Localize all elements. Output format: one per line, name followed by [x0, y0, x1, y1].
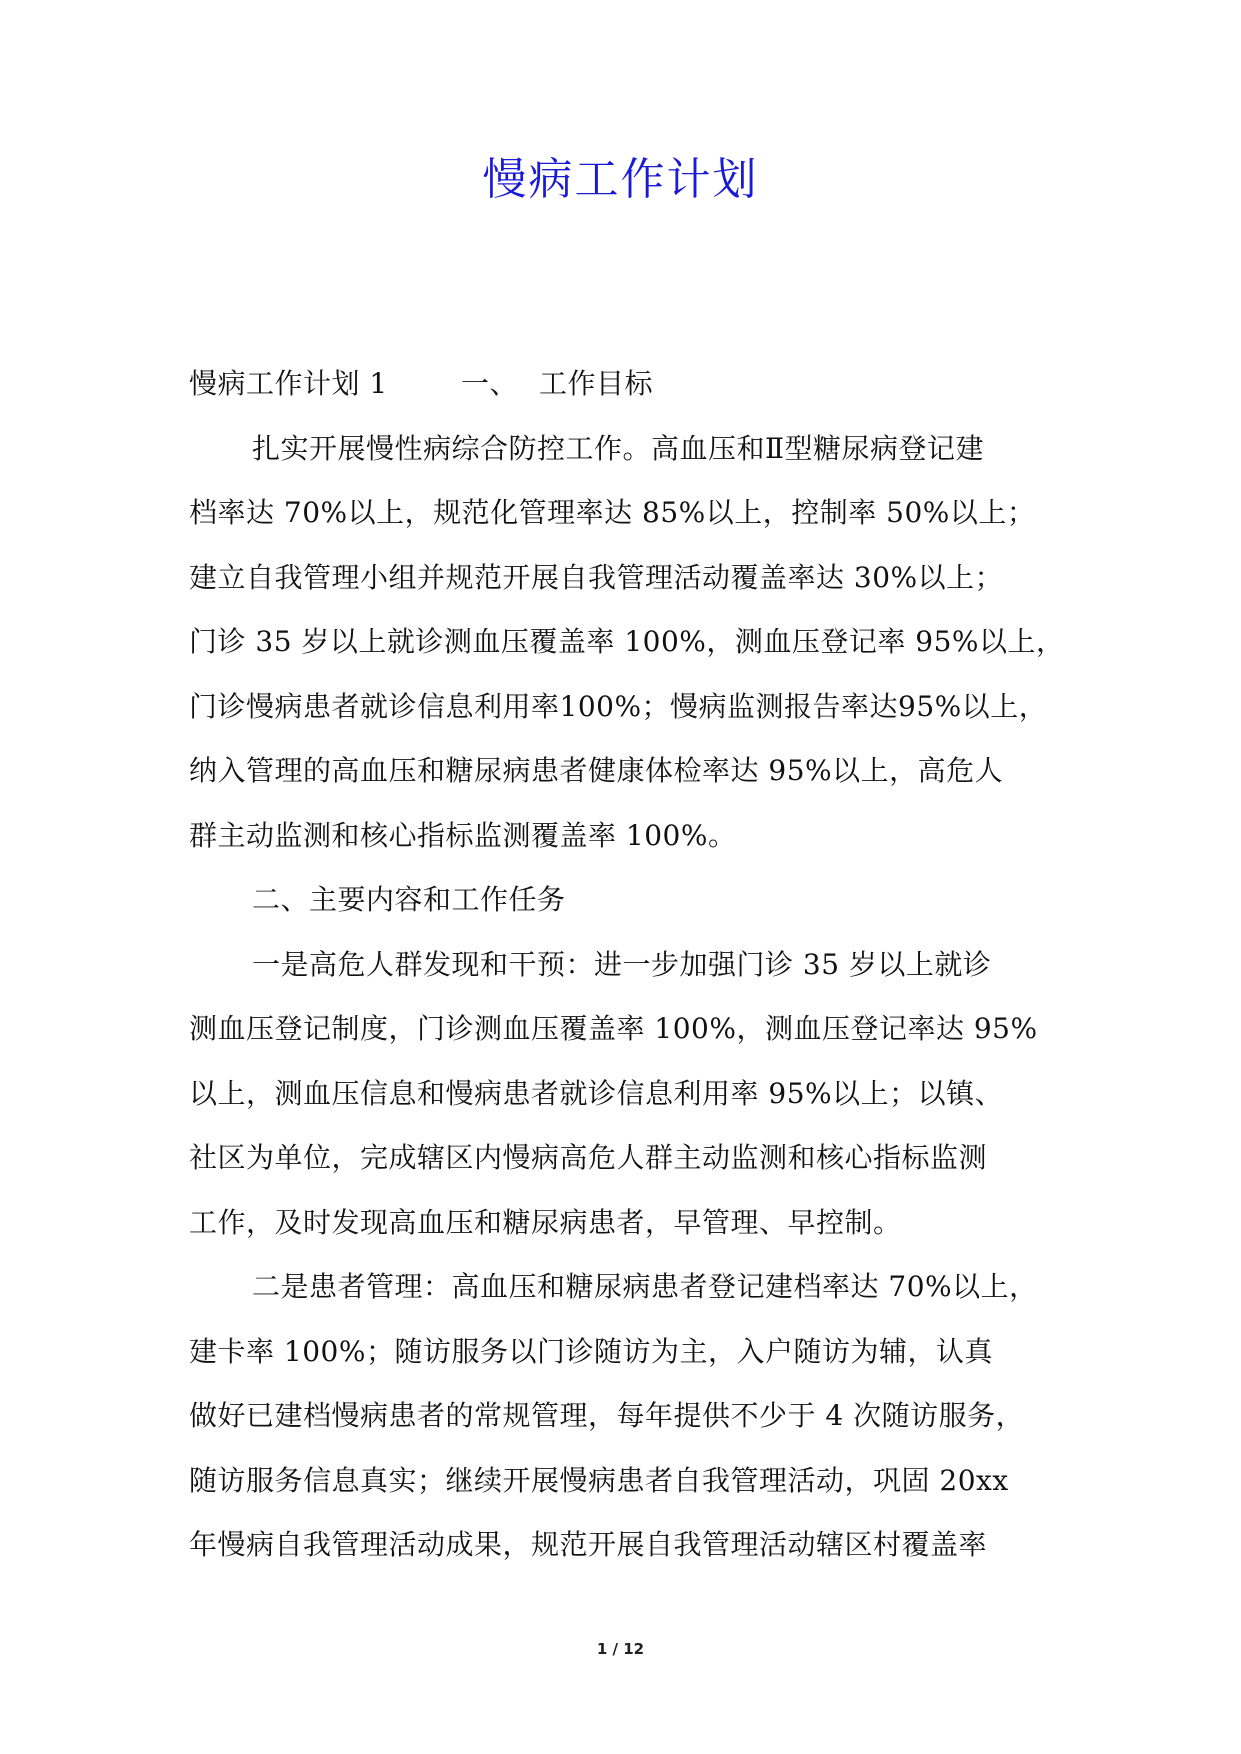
paragraph-line: 建立自我管理小组并规范开展自我管理活动覆盖率达 30%以上；	[189, 560, 1004, 594]
page-number: 1 / 12	[596, 1640, 645, 1658]
paragraph-line: 群主动监测和核心指标监测覆盖率 100%。	[189, 818, 737, 852]
paragraph-line: 一是高危人群发现和干预：进一步加强门诊 35 岁以上就诊	[252, 947, 992, 981]
paragraph-line: 以上，测血压信息和慢病患者就诊信息利用率 95%以上；以镇、	[189, 1076, 1004, 1110]
section-number: 一、	[461, 367, 519, 400]
document-body	[189, 352, 1069, 1578]
section-heading	[189, 352, 1069, 417]
paragraph-line: 门诊 35 岁以上就诊测血压覆盖率 100%，测血压登记率 95%以上，	[189, 625, 1065, 658]
section-heading-2: 二、主要内容和工作任务	[252, 883, 566, 916]
plan-label: 慢病工作计划 1	[189, 367, 388, 400]
paragraph-line: 扎实开展慢性病综合防控工作。高血压和Ⅱ型糖尿病登记建	[252, 431, 985, 465]
paragraph-line: 工作，及时发现高血压和糖尿病患者，早管理、早控制。	[189, 1205, 902, 1239]
paragraph-line: 年慢病自我管理活动成果，规范开展自我管理活动辖区村覆盖率	[189, 1528, 988, 1561]
paragraph-line: 门诊慢病患者就诊信息利用率100%；慢病监测报告率达95%以上，	[189, 689, 1048, 723]
paragraph-line: 建卡率 100%；随访服务以门诊随访为主，入户随访为辅，认真	[189, 1334, 993, 1368]
paragraph-line: 社区为单位，完成辖区内慢病高危人群主动监测和核心指标监测	[189, 1141, 988, 1174]
paragraph-line: 做好已建档慢病患者的常规管理，每年提供不少于 4 次随访服务，	[189, 1399, 1025, 1432]
document-title: 慢病工作计划	[482, 154, 759, 205]
paragraph-line: 纳入管理的高血压和糖尿病患者健康体检率达 95%以上，高危人	[189, 754, 1004, 787]
paragraph-line: 随访服务信息真实；继续开展慢病患者自我管理活动，巩固 20xx	[189, 1463, 1009, 1497]
paragraph-line: 测血压登记制度，门诊测血压覆盖率 100%，测血压登记率达 95%	[189, 1012, 1038, 1045]
paragraph-line: 二是患者管理：高血压和糖尿病患者登记建档率达 70%以上，	[252, 1270, 1038, 1303]
section-title: 工作目标	[539, 367, 654, 400]
paragraph-line: 档率达 70%以上，规范化管理率达 85%以上，控制率 50%以上；	[189, 496, 1036, 529]
